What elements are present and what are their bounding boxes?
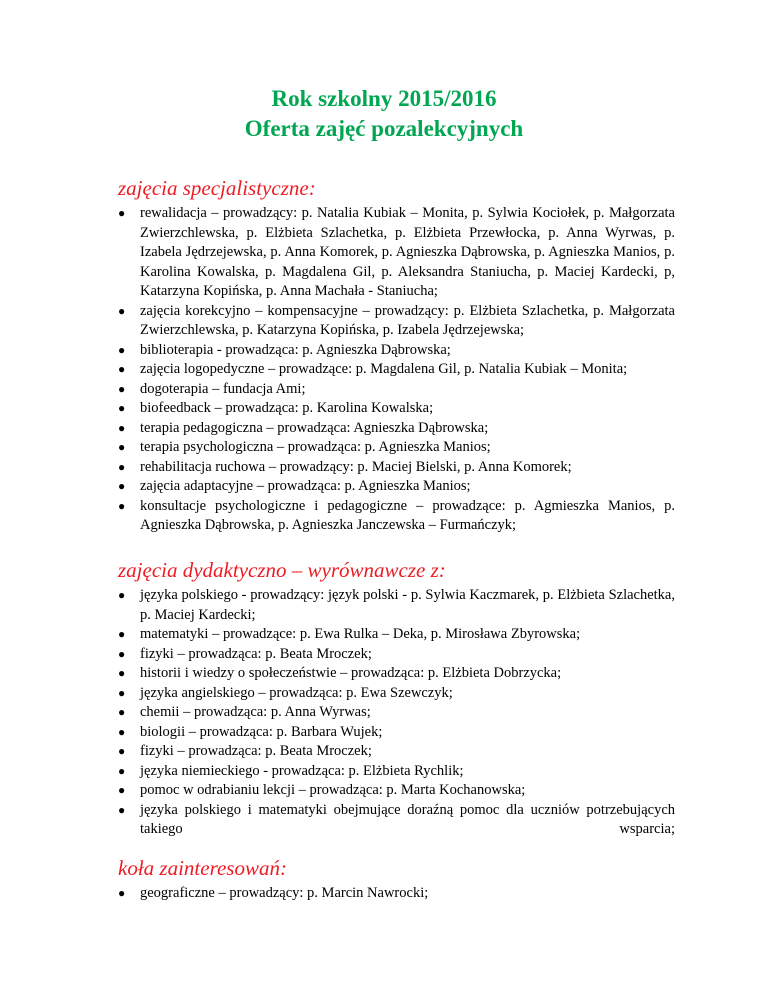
bullet-icon: ● xyxy=(118,479,126,493)
list-item: ● dogoterapia – fundacja Ami; xyxy=(118,380,675,400)
bullet-icon: ● xyxy=(118,381,126,396)
list-item: ● fizyki – prowadząca: p. Beata Mroczek; xyxy=(118,742,675,762)
bullet-icon: ● xyxy=(118,763,126,778)
list-item: ● zajęcia logopedyczne – prowadzące: p. Magdalena Gil, p. Natalia Kubiak – Monita; xyxy=(118,360,675,380)
list-item: ● geograficzne – prowadzący: p. Marcin Nawrocki; xyxy=(118,884,675,904)
compensatory-classes-list xyxy=(118,586,675,840)
document-title-offer: Oferta zajęć pozalekcyjnych xyxy=(244,116,524,141)
bullet-icon: ● xyxy=(118,627,126,641)
list-item: ● języka polskiego - prowadzący: język polski - p. Sylwia Kaczmarek, p. Elżbieta Szlachetka, p. Maciej Kardecki; xyxy=(118,587,675,623)
bullet-icon: ● xyxy=(118,362,126,376)
bullet-icon: ● xyxy=(118,206,126,220)
list-item: ● historii i wiedzy o społeczeństwie – prowadząca: p. Elżbieta Dobrzycka; xyxy=(118,664,675,684)
bullet-icon: ● xyxy=(118,744,126,758)
list-item: ● języka niemieckiego - prowadząca: p. Elżbieta Rychlik; xyxy=(118,762,675,782)
bullet-icon: ● xyxy=(118,342,126,357)
section-heading-interest-clubs: koła zainteresowań: xyxy=(118,856,287,880)
bullet-icon: ● xyxy=(118,685,126,700)
list-item: ● pomoc w odrabianiu lekcji – prowadząca: p. Marta Kochanowska; xyxy=(118,781,675,801)
interest-clubs-list xyxy=(118,884,675,904)
list-item: ● biofeedback – prowadząca: p. Karolina Kowalska; xyxy=(118,399,675,419)
document-title-year: Rok szkolny 2015/2016 xyxy=(271,86,497,111)
bullet-icon: ● xyxy=(118,705,126,719)
bullet-icon: ● xyxy=(118,802,126,817)
section-heading-compensatory: zajęcia dydaktyczno – wyrównawcze z: xyxy=(118,558,446,582)
list-item: ● matematyki – prowadzące: p. Ewa Rulka – Deka, p. Mirosława Zbyrowska; xyxy=(118,625,675,645)
bullet-icon: ● xyxy=(118,666,126,680)
list-item: ● biologii – prowadząca: p. Barbara Wujek; xyxy=(118,723,675,743)
bullet-icon: ● xyxy=(118,401,126,415)
list-item: ● biblioterapia - prowadząca: p. Agnieszka Dąbrowska; xyxy=(118,341,675,361)
list-item: ● fizyki – prowadząca: p. Beata Mroczek; xyxy=(118,645,675,665)
bullet-icon: ● xyxy=(118,588,126,602)
bullet-icon: ● xyxy=(118,724,126,739)
list-item: ● chemii – prowadząca: p. Anna Wyrwas; xyxy=(118,703,675,723)
bullet-icon: ● xyxy=(118,783,126,797)
list-item: ● języka angielskiego – prowadząca: p. Ewa Szewczyk; xyxy=(118,684,675,704)
section-heading-specialist: zajęcia specjalistyczne: xyxy=(118,176,316,200)
list-item: ● języka polskiego i matematyki obejmujące doraźną pomoc dla uczniów potrzebujących takiego wsparcia; xyxy=(118,801,675,837)
bullet-icon: ● xyxy=(118,498,126,513)
list-item: ● zajęcia korekcyjno – kompensacyjne – prowadzący: p. Elżbieta Szlachetka, p. Małgorzata Zwierzchlewska, p. Katarzyna Kopińska, p. Izabela Jędrzejewska; xyxy=(118,302,675,338)
specialist-classes-list xyxy=(118,204,675,536)
bullet-icon: ● xyxy=(118,646,126,661)
list-item: ● rewalidacja – prowadzący: p. Natalia Kubiak – Monita, p. Sylwia Kociołek, p. Małgorzata Zwierzchlewska, p. Elżbieta Szlachetka, p. Elżbieta Przewłocka, p. Anna Wyrwas, p. Izabela Jędrzejewska, p. Anna Komorek, p. Agnieszka Dąbrowska, p. Agnieszka Manios, p. Karolina Kowalska, p. Magdalena Gil, p. Aleksandra Staniucha, p. Maciej Kardecki, p, Katarzyna Kopińska, p. Anna Machała - Staniucha; xyxy=(118,205,675,299)
list-item: ● terapia pedagogiczna – prowadząca: Agnieszka Dąbrowska; xyxy=(118,419,675,439)
bullet-icon: ● xyxy=(118,459,126,474)
bullet-icon: ● xyxy=(118,303,126,318)
list-item: ● zajęcia adaptacyjne – prowadząca: p. Agnieszka Manios; xyxy=(118,477,675,497)
bullet-icon: ● xyxy=(118,440,126,454)
bullet-icon: ● xyxy=(118,420,126,435)
bullet-icon: ● xyxy=(118,886,126,900)
list-item: ● konsultacje psychologiczne i pedagogiczne – prowadzące: p. Agmieszka Manios, p. Agnieszka Dąbrowska, p. Agnieszka Janczewska – Furmańczyk; xyxy=(118,497,675,533)
list-item: ● terapia psychologiczna – prowadząca: p. Agnieszka Manios; xyxy=(118,438,675,458)
list-item: ● rehabilitacja ruchowa – prowadzący: p. Maciej Bielski, p. Anna Komorek; xyxy=(118,458,675,478)
